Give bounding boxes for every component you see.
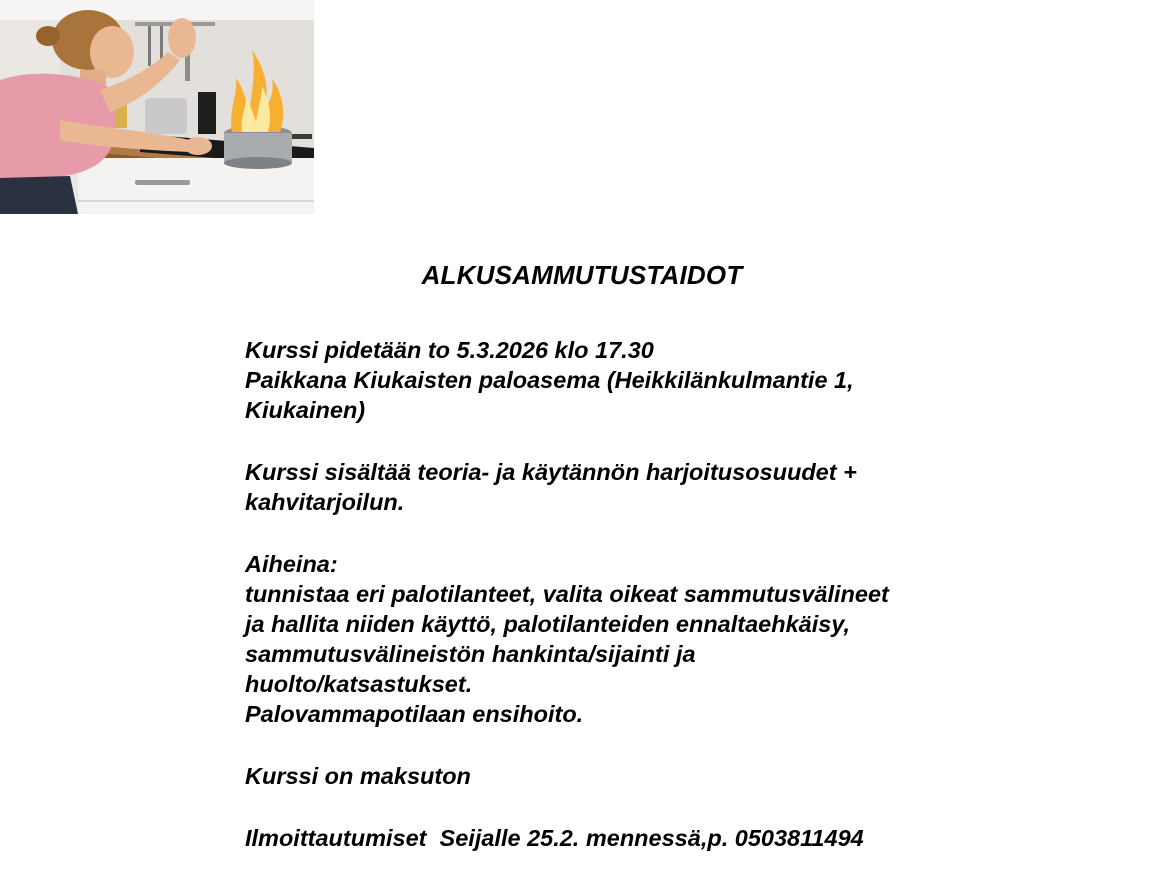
course-time-and-place: [245, 335, 1025, 425]
course-contents-line-1: Kurssi sisältää teoria- ja käytännön harjoitusosuudet +: [245, 459, 857, 485]
course-details: [245, 335, 1025, 885]
course-location-line-2: Kiukainen): [245, 397, 366, 423]
price-line: Kurssi on maksuton: [245, 763, 471, 789]
registration-line: Ilmoittautumiset Seijalle 25.2. mennessä,p. 0503811494: [245, 825, 864, 851]
topics-line-5: Palovammapotilaan ensihoito.: [245, 701, 584, 727]
topics-line-4: huolto/katsastukset.: [245, 671, 473, 697]
course-location-line: Paikkana Kiukaisten paloasema (Heikkilänkulmantie 1,: [245, 367, 854, 393]
topics-line-3: sammutusvälineistön hankinta/sijainti ja: [245, 641, 696, 667]
course-contents: [245, 457, 1025, 517]
course-topics: [245, 549, 1025, 729]
topics-line-1: tunnistaa eri palotilanteet, valita oikeat sammutusvälineet: [245, 581, 889, 607]
course-price: [245, 761, 1025, 791]
topics-heading: Aiheina:: [245, 551, 338, 577]
kitchen-fire-photo: [0, 0, 314, 214]
page-title: ALKUSAMMUTUSTAIDOT: [421, 260, 743, 290]
topics-line-2: ja hallita niiden käyttö, palotilanteiden ennaltaehkäisy,: [245, 611, 851, 637]
course-registration: [245, 823, 1025, 853]
course-date-line: Kurssi pidetään to 5.3.2026 klo 17.30: [245, 337, 654, 363]
course-contents-line-2: kahvitarjoilun.: [245, 489, 405, 515]
